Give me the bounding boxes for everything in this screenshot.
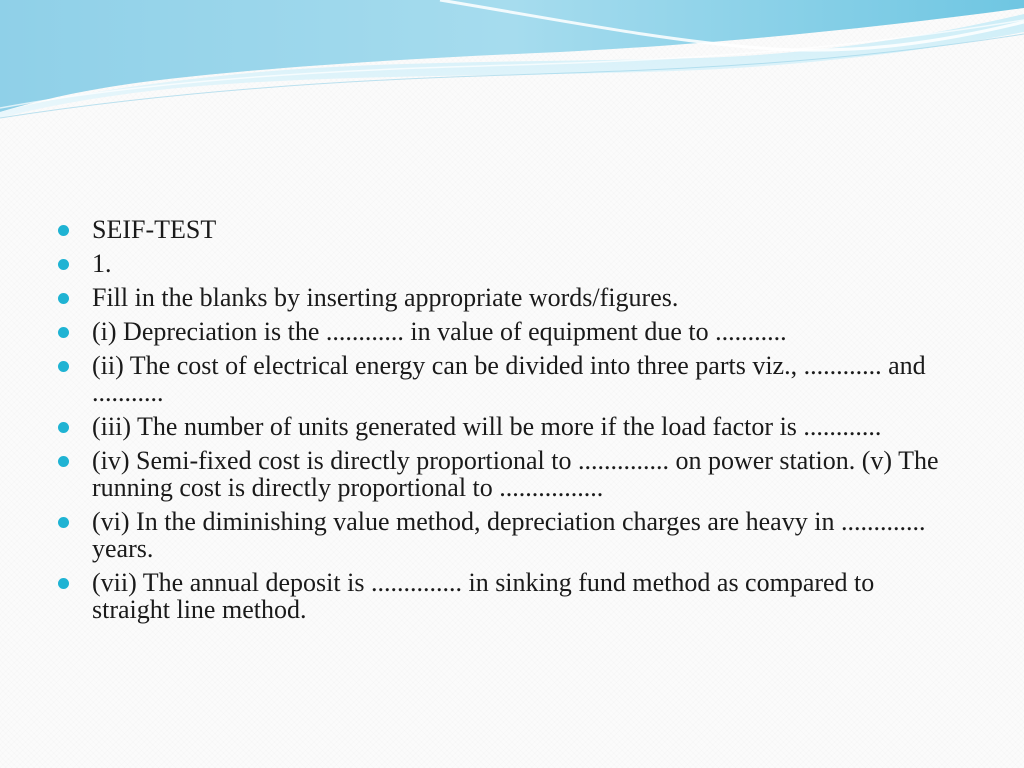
bullet-icon: [58, 293, 69, 304]
list-item: [58, 250, 958, 277]
bullet-icon: [58, 422, 69, 433]
bullet-icon: [58, 517, 69, 528]
bullet-icon: [58, 327, 69, 338]
list-item: [58, 284, 958, 311]
list-item: [58, 216, 958, 243]
list-item: [58, 447, 958, 501]
list-item: [58, 352, 958, 406]
question-text: (iii) The number of units generated will be more if the load factor is ............: [92, 412, 882, 441]
question-text: (vi) In the diminishing value method, depreciation charges are heavy in ............. years.: [92, 507, 926, 563]
question-text: (iv) Semi-fixed cost is directly proportional to .............. on power station. (v) The running cost is directly proportional to ................: [92, 446, 939, 502]
list-item: [58, 508, 958, 562]
bullet-icon: [58, 225, 69, 236]
instruction-text: Fill in the blanks by inserting appropriate words/figures.: [92, 283, 679, 312]
question-text: (i) Depreciation is the ............ in value of equipment due to ...........: [92, 317, 787, 346]
bullet-icon: [58, 361, 69, 372]
list-item: [58, 318, 958, 345]
list-item: [58, 569, 958, 623]
content-list: [58, 216, 958, 630]
bullet-icon: [58, 259, 69, 270]
header-wave-decoration: [0, 0, 1024, 130]
heading-text: SEIF-TEST: [92, 215, 217, 244]
bullet-icon: [58, 578, 69, 589]
list-item: [58, 413, 958, 440]
question-number: 1.: [92, 249, 112, 278]
question-text: (ii) The cost of electrical energy can be divided into three parts viz., ............ and ...........: [92, 351, 926, 407]
bullet-icon: [58, 456, 69, 467]
question-text: (vii) The annual deposit is .............. in sinking fund method as compared to straight line method.: [92, 568, 875, 624]
